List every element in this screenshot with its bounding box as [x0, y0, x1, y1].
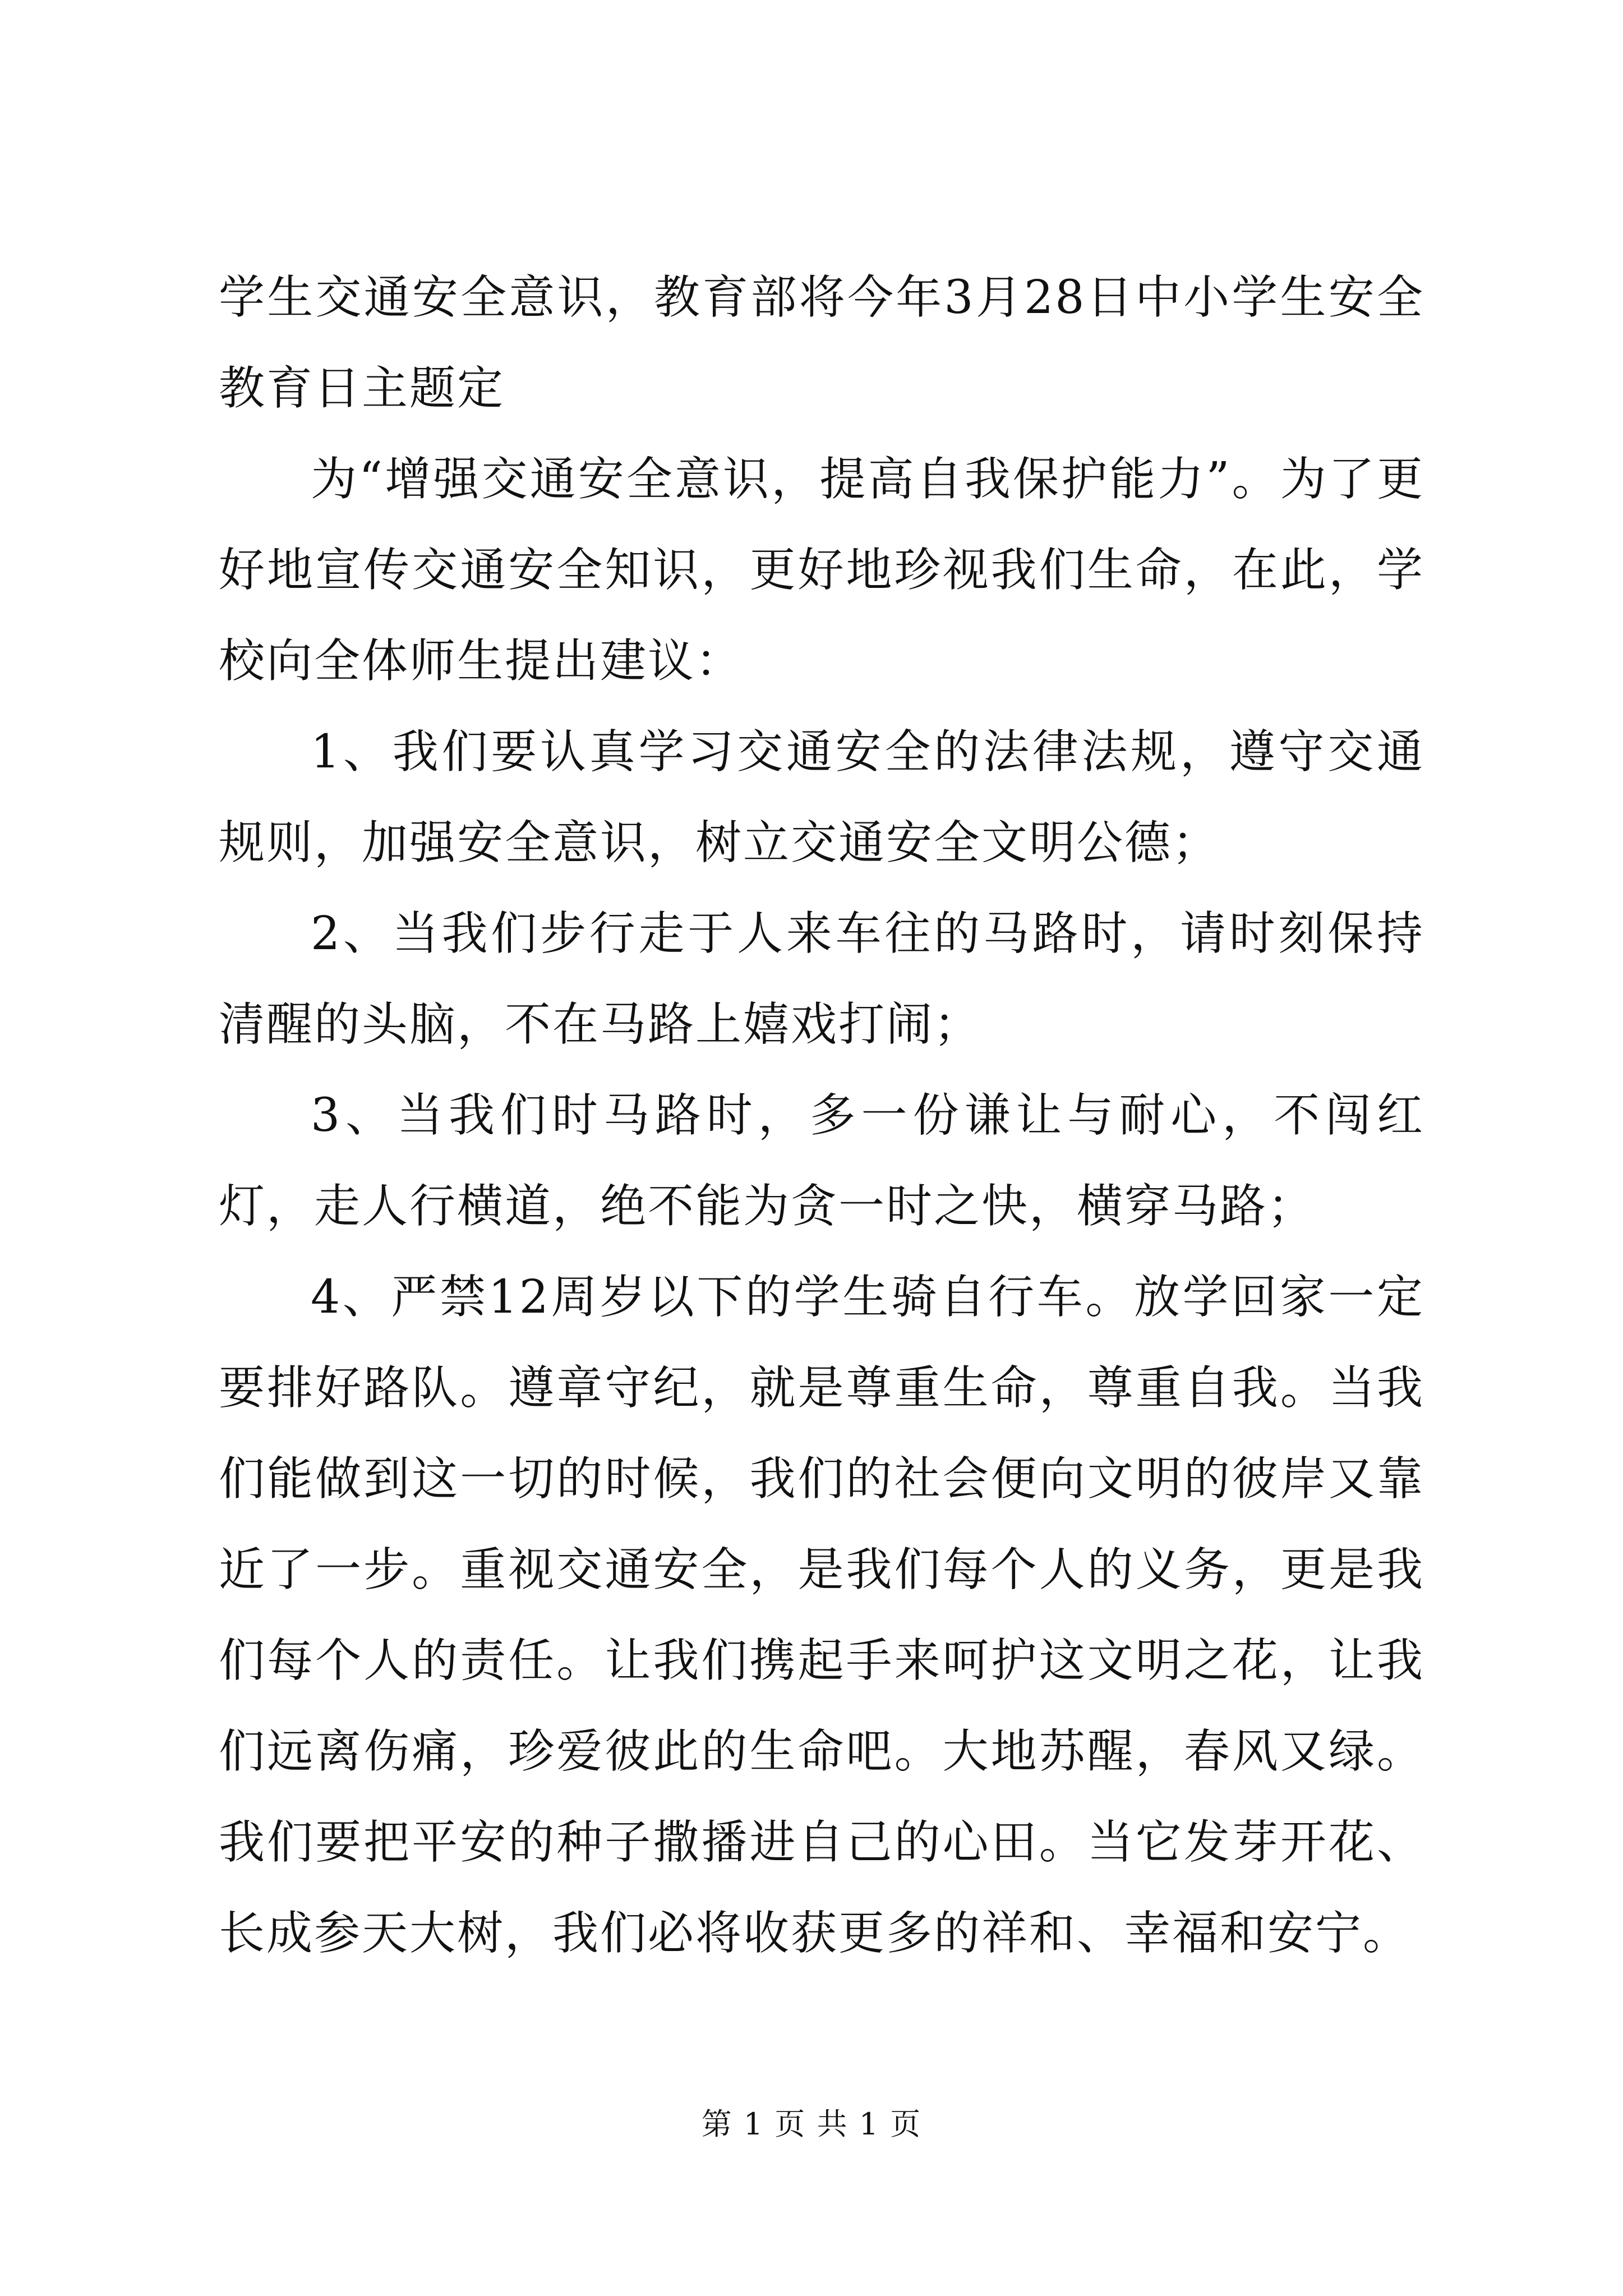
paragraph-theme: 为“增强交通安全意识，提高自我保护能力”。为了更好地宣传交通安全知识，更好地珍视我们生命，在此，学校向全体师生提出建议： [219, 453, 1424, 688]
paragraph-item-2: 2、当我们步行走于人来车往的马路时，请时刻保持清醒的头脑，不在马路上嬉戏打闹； [219, 907, 1424, 1051]
paragraph-item-3: 3、当我们时马路时，多一份谦让与耐心，不闯红灯，走人行横道，绝不能为贪一时之快，横穿马路； [219, 1089, 1424, 1233]
paragraph-item-4: 4、严禁12周岁以下的学生骑自行车。放学回家一定要排好路队。遵章守纪，就是尊重生命，尊重自我。当我们能做到这一切的时候，我们的社会便向文明的彼岸又靠近了一步。重视交通安全，是我们每个人的义务，更是我们每个人的责任。让我们携起手来呵护这文明之花，让我们远离伤痛，珍爱彼此的生命吧。大地苏醒，春风又绿。我们要把平安的种子撒播进自己的心田。当它发芽开花、长成参天大树，我们必将收获更多的祥和、幸福和安宁。 [219, 1271, 1424, 1960]
paragraph-continuation: 学生交通安全意识，教育部将今年3月28日中小学生安全教育日主题定 [219, 271, 1424, 415]
page-number-footer: 第 1 页 共 1 页 [701, 2106, 922, 2142]
paragraph-item-1: 1、我们要认真学习交通安全的法律法规，遵守交通规则，加强安全意识，树立交通安全文明公德； [219, 725, 1424, 869]
document-body [219, 252, 1424, 1979]
